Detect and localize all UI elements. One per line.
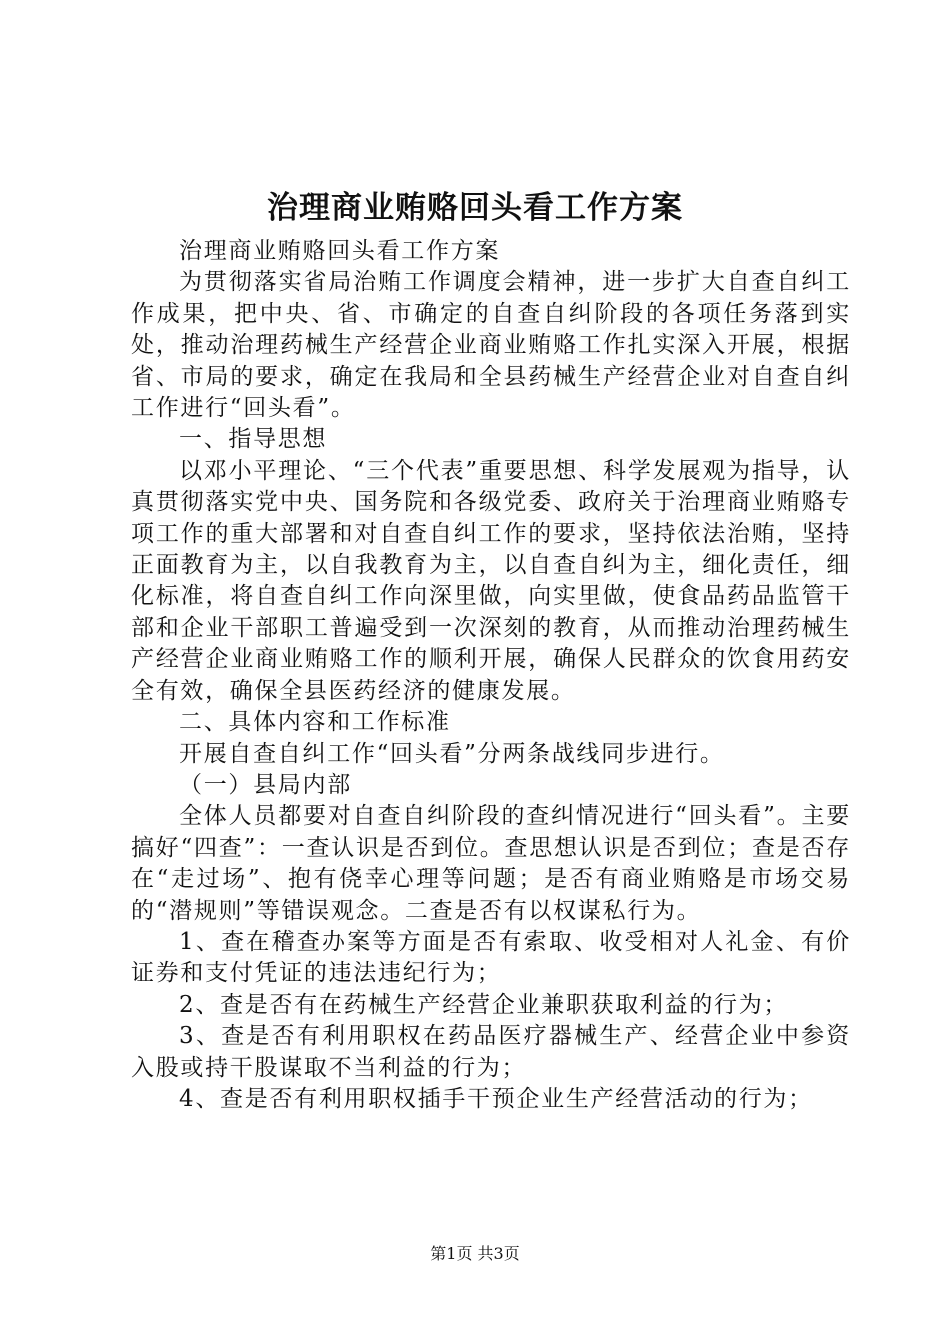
list-item-3: 3、查是否有利用职权在药品医疗器械生产、经营企业中参资入股或持干股谋取不当利益的行为； xyxy=(131,1023,851,1081)
paragraph-two-lines: 开展自查自纠工作“回头看”分两条战线同步进行。 xyxy=(179,740,725,767)
document-body xyxy=(131,236,851,1115)
list-item-1: 1、查在稽查办案等方面是否有索取、收受相对人礼金、有价证券和支付凭证的违法违纪行为； xyxy=(131,928,851,987)
list-item-2: 2、查是否有在药械生产经营企业兼职获取利益的行为； xyxy=(179,991,789,1018)
paragraph-guiding-thought: 以邓小平理论、“三个代表”重要思想、科学发展观为指导，认真贯彻落实党中央、国务院和各级党委、政府关于治理商业贿赂专项工作的重大部署和对自查自纠工作的要求，坚持依法治贿，坚持正面教育为主，以自我教育为主，以自查自纠为主，细化责任，细化标准，将自查自纠工作向深里做，向实里做，使食品药品监管干部和企业干部职工普遍受到一次深刻的教育，从而推动治理药械生产经营企业商业贿赂工作的顺利开展，确保人民群众的饮食用药安全有效，确保全县医药经济的健康发展。 xyxy=(131,457,851,704)
section-heading-guiding-thought: 一、指导思想 xyxy=(179,426,328,453)
paragraph-intro: 为贯彻落实省局治贿工作调度会精神，进一步扩大自查自纠工作成果，把中央、省、市确定的自查自纠阶段的各项任务落到实处，推动治理药械生产经营企业商业贿赂工作扎实深入开展，根据省、市局的要求，确定在我局和全县药械生产经营企业对自查自纠工作进行“回头看”。 xyxy=(131,269,851,422)
section-heading-content-standards: 二、具体内容和工作标准 xyxy=(179,709,451,736)
paragraph-heading-repeat: 治理商业贿赂回头看工作方案 xyxy=(179,238,501,264)
page-number-footer: 第1页 共3页 xyxy=(430,1244,520,1263)
paragraph-four-checks: 全体人员都要对自查自纠阶段的查纠情况进行“回头看”。主要搞好“四查”：一查认识是否到位。查思想认识是否到位；查是否存在“走过场”、抱有侥幸心理等问题；是否有商业贿赂是市场交易的“潜规则”等错误观念。二查是否有以权谋私行为。 xyxy=(131,803,851,924)
document-title: 治理商业贿赂回头看工作方案 xyxy=(267,190,683,226)
list-item-4: 4、查是否有利用职权插手干预企业生产经营活动的行为； xyxy=(179,1085,813,1112)
subsection-heading-county-bureau: （一）县局内部 xyxy=(179,771,352,798)
